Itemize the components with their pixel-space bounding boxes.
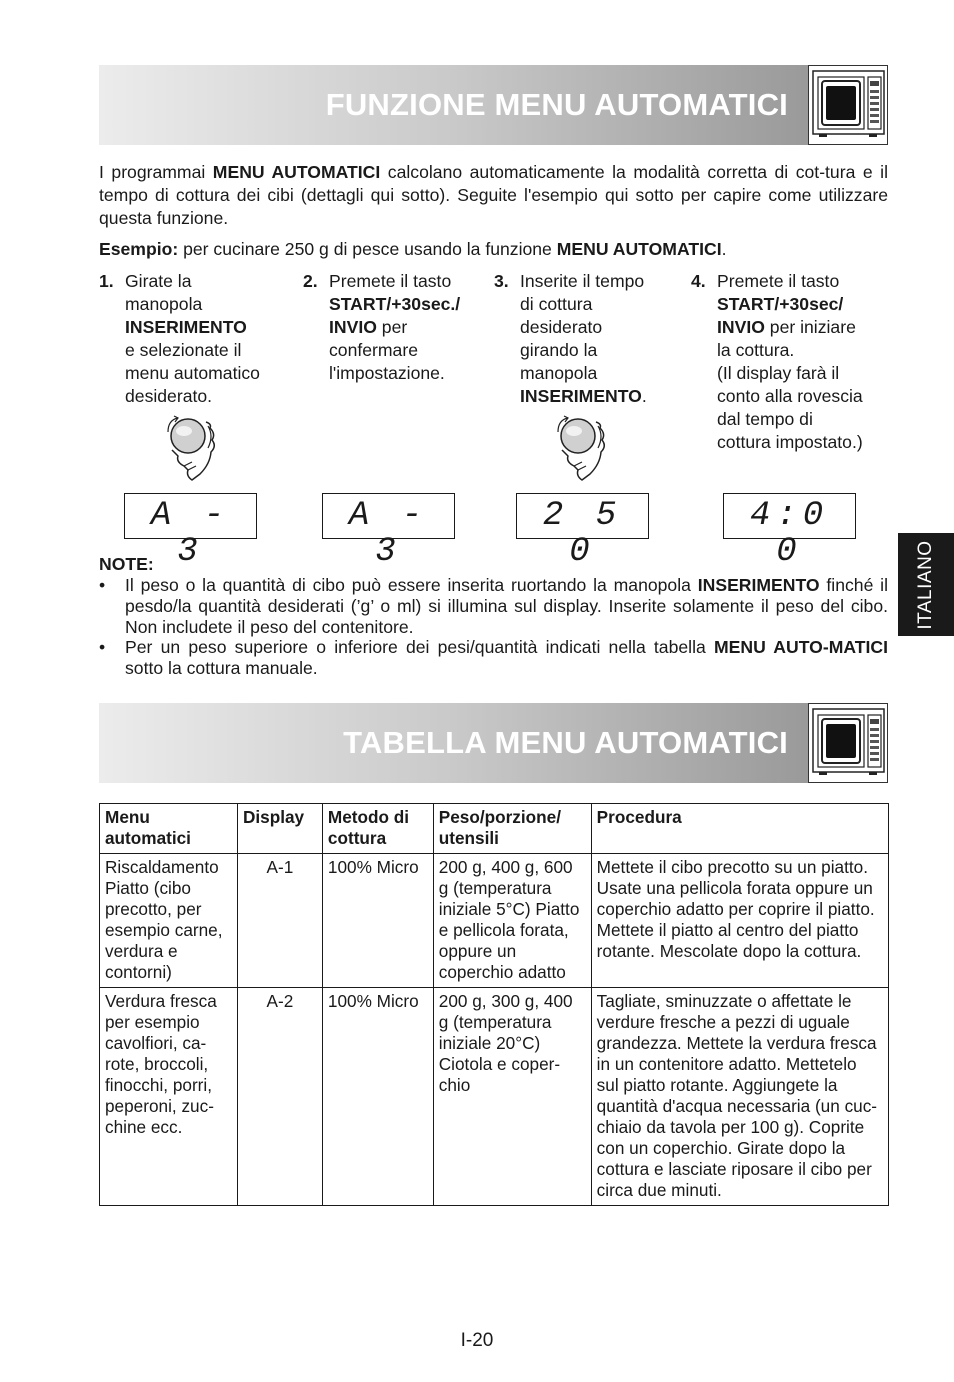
step-line: girando la [520,340,598,360]
step-line: menu automatico [125,363,260,383]
page-number: I-20 [460,1330,494,1351]
lcd-display-step-2 [322,493,455,571]
display-value: A - 3 [150,497,231,571]
step-line: Inserite il tempo [520,271,645,291]
table-cell: A-1 [237,854,322,988]
step-line: confermare [329,340,418,360]
table-row [100,854,889,988]
step-line: desiderato [520,317,603,337]
step-line: manopola [125,294,203,314]
intro-paragraph: I programmai MENU AUTOMATICI calcolano automaticamente la modalità corretta di cot-tura e il tempo di cottura dei cibi (dettagli qui sotto). Seguite l'esempio qui sotto per capire come utilizzare questa funzione. [99,162,888,228]
table-cell: Riscaldamento Piatto (cibo precotto, per esempio carne, verdura e contorni) [100,854,238,988]
note-text: Per un peso superiore o inferiore dei pesi/quantità indicati nella tabella MENU AUTO-MATICI sotto la cottura manuale. [125,637,888,678]
step-line: e selezionate il [125,340,242,360]
table-row [100,988,889,1206]
column-header: Menu automatici [100,804,238,854]
table-cell: 100% Micro [322,854,433,988]
language-label: ITALIANO [915,539,936,630]
section-banner-tabella [99,703,888,783]
step-number: 1. [99,271,114,291]
table-cell: Mettete il cibo precotto su un piatto. Usate una pellicola forata oppure un coperchio adatto per coprire il piatto. Mettete il piatto al centro del piatto rotante. Mescolate dopo la cottura. [591,854,888,988]
notes-title: NOTE: [99,554,154,574]
table-cell: A-2 [237,988,322,1206]
microwave-icon [808,703,888,783]
step-line: manopola [520,363,598,383]
display-value: 2 5 0 [542,497,623,571]
step-line: cottura impostato.) [717,432,863,452]
table-cell: Tagliate, sminuzzate o affettate le verdure fresche a pezzi di uguale grandezza. Mettete la verdura fresca in un contenitore adatto. Mettetelo sul piatto rotante. Aggiungete la quantità d'acqua necessaria (un cuc-chiaio da tavola per 100 g). Coprite con un coperchio. Girate dopo la cottura e lasciate riposare il cibo per circa due minuti. [591,988,888,1206]
column-header: Metodo di cottura [322,804,433,854]
bullet-icon: • [99,575,106,595]
step-line: di cottura [520,294,593,314]
microwave-icon [808,65,888,145]
column-header: Peso/porzione/ utensili [433,804,591,854]
column-header: Display [237,804,322,854]
lcd-display-step-3 [516,493,649,571]
step-line: INVIO per iniziare [717,317,856,337]
step-line: conto alla rovescia [717,386,863,406]
section-banner-funzione [99,65,888,145]
step-number: 3. [494,271,509,291]
step-text [717,270,863,454]
auto-menu-table [99,803,889,1206]
step-line: l'impostazione. [329,363,445,383]
lcd-display-step-1 [124,493,257,571]
step-number: 2. [303,271,318,291]
step-line: Premete il tasto [717,271,840,291]
lcd-display-step-4 [723,493,856,571]
table-cell: 200 g, 400 g, 600 g (temperatura iniziale 5°C) Piatto e pellicola forata, oppure un coperchio adatto [433,854,591,988]
step-text [520,270,647,408]
step-line: (Il display farà il [717,363,840,383]
step-line: START/+30sec./ [329,294,461,314]
section-title: TABELLA MENU AUTOMATICI [343,725,788,760]
bullet-icon: • [99,637,106,657]
step-line: Girate la [125,271,192,291]
step-line: INSERIMENTO [125,317,247,337]
step-number: 4. [691,271,706,291]
section-title: FUNZIONE MENU AUTOMATICI [325,87,788,122]
step-line: INVIO per [329,317,408,337]
display-value: 4:0 0 [749,497,830,571]
step-line: desiderato. [125,386,213,406]
step-line: INSERIMENTO. [520,386,647,406]
display-value: A - 3 [348,497,429,571]
step-line: dal tempo di [717,409,813,429]
table-cell: 200 g, 300 g, 400 g (temperatura iniziale 20°C) Ciotola e coper-chio [433,988,591,1206]
table-cell: Verdura fresca per esempio cavolfiori, ca-rote, broccoli, finocchi, porri, peperoni, zuc-chine ecc. [100,988,238,1206]
column-header: Procedura [591,804,888,854]
step-text [329,270,460,385]
example-line: Esempio: per cucinare 250 g di pesce usando la funzione MENU AUTOMATICI. [99,239,727,259]
language-side-tab [898,533,954,636]
dial-hand-icon [552,412,616,484]
dial-hand-icon [162,412,226,484]
step-line: START/+30sec/ [717,294,844,314]
step-text [125,270,260,408]
table-header-row [100,804,889,854]
note-text: Il peso o la quantità di cibo può essere inserita ruortando la manopola INSERIMENTO finché il pesdo/la quantità desiderati (’g’ o ml) si illumina sul display. Inserite solamente il peso del cibo. Non includete il peso del contenitore. [125,575,888,637]
step-line: Premete il tasto [329,271,452,291]
table-cell: 100% Micro [322,988,433,1206]
step-line: la cottura. [717,340,795,360]
